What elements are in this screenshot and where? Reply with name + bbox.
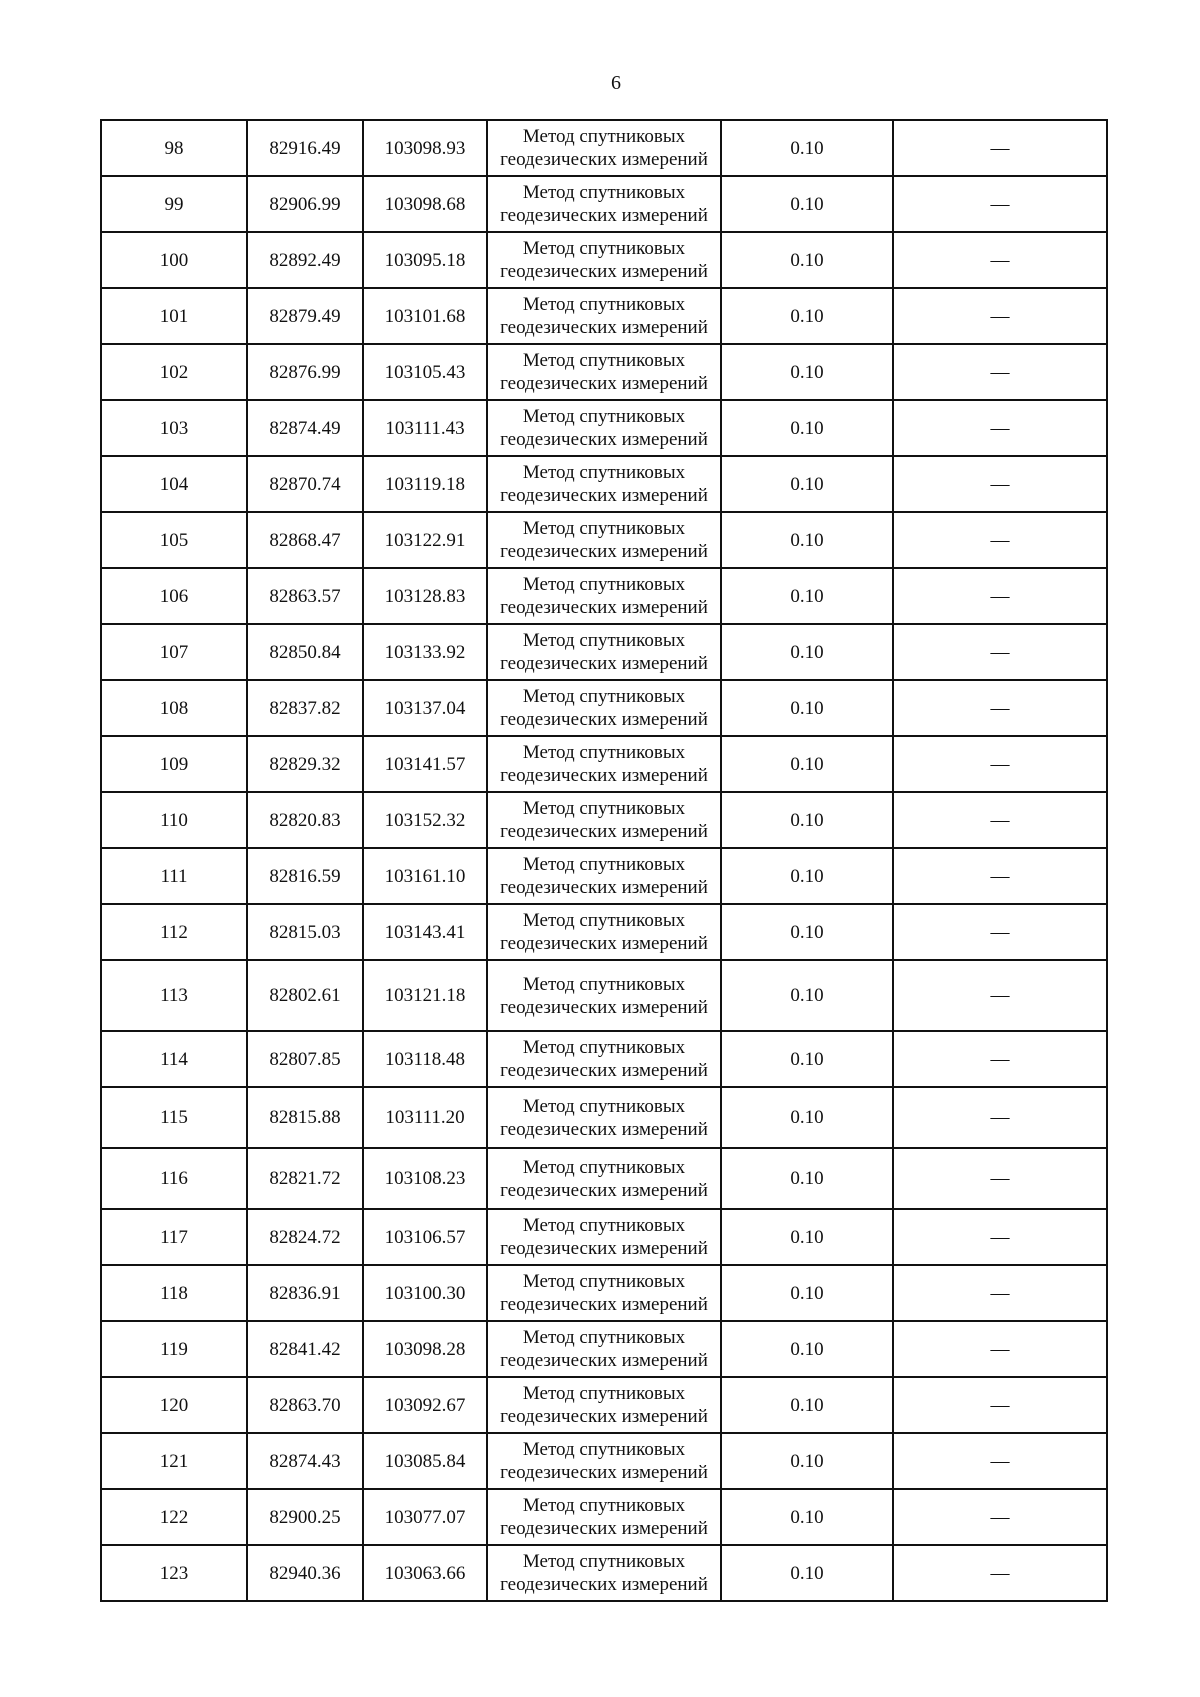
method-line-2: геодезических измерений (500, 996, 708, 1018)
method-cell (487, 792, 721, 848)
y-coordinate-cell: 103095.18 (363, 232, 487, 288)
method-line-2: геодезических измерений (500, 541, 708, 562)
method-line-1: Метод спутниковых (522, 1156, 686, 1178)
description-cell: — (893, 1209, 1107, 1265)
description-cell: — (893, 624, 1107, 680)
x-coordinate-cell: 82868.47 (247, 512, 363, 568)
point-number-cell: 102 (101, 344, 247, 400)
table-row (101, 1489, 1107, 1545)
accuracy-cell: 0.10 (721, 456, 893, 512)
method-line-1: Метод спутниковых (522, 1215, 686, 1236)
description-cell: — (893, 400, 1107, 456)
method-line-2: геодезических измерений (500, 1406, 708, 1427)
point-number-cell: 112 (101, 904, 247, 960)
y-coordinate-cell: 103141.57 (363, 736, 487, 792)
point-number-cell: 118 (101, 1265, 247, 1321)
x-coordinate-cell: 82876.99 (247, 344, 363, 400)
description-cell: — (893, 456, 1107, 512)
table-row (101, 1031, 1107, 1087)
method-line-1: Метод спутниковых (522, 1327, 686, 1348)
method-cell (487, 1377, 721, 1433)
description-cell: — (893, 1031, 1107, 1087)
x-coordinate-cell: 82829.32 (247, 736, 363, 792)
x-coordinate-cell: 82863.70 (247, 1377, 363, 1433)
point-number-cell: 123 (101, 1545, 247, 1601)
table-row (101, 1545, 1107, 1601)
method-line-1: Метод спутниковых (522, 294, 686, 315)
description-cell: — (893, 176, 1107, 232)
x-coordinate-cell: 82940.36 (247, 1545, 363, 1601)
table-row (101, 624, 1107, 680)
description-cell: — (893, 1265, 1107, 1321)
page-number: 6 (611, 72, 621, 94)
point-number-cell: 106 (101, 568, 247, 624)
description-cell: — (893, 904, 1107, 960)
description-cell: — (893, 1148, 1107, 1209)
accuracy-cell: 0.10 (721, 568, 893, 624)
y-coordinate-cell: 103133.92 (363, 624, 487, 680)
method-line-2: геодезических измерений (500, 1179, 708, 1201)
method-line-2: геодезических измерений (500, 1462, 708, 1483)
method-cell (487, 624, 721, 680)
table-row (101, 120, 1107, 176)
method-cell (487, 1321, 721, 1377)
method-line-2: геодезических измерений (500, 877, 708, 898)
method-line-1: Метод спутниковых (522, 1037, 686, 1058)
table-row (101, 1377, 1107, 1433)
accuracy-cell: 0.10 (721, 624, 893, 680)
method-line-1: Метод спутниковых (522, 462, 686, 483)
method-cell (487, 288, 721, 344)
accuracy-cell: 0.10 (721, 1321, 893, 1377)
method-line-1: Метод спутниковых (522, 1439, 686, 1460)
accuracy-cell: 0.10 (721, 1148, 893, 1209)
method-cell (487, 1031, 721, 1087)
table-row (101, 512, 1107, 568)
description-cell: — (893, 792, 1107, 848)
method-line-1: Метод спутниковых (522, 182, 686, 203)
y-coordinate-cell: 103098.68 (363, 176, 487, 232)
point-number-cell: 99 (101, 176, 247, 232)
table-row (101, 288, 1107, 344)
description-cell: — (893, 1489, 1107, 1545)
method-line-1: Метод спутниковых (522, 1551, 686, 1572)
method-cell (487, 1433, 721, 1489)
y-coordinate-cell: 103128.83 (363, 568, 487, 624)
method-line-1: Метод спутниковых (522, 1495, 686, 1516)
method-line-1: Метод спутниковых (522, 910, 686, 931)
x-coordinate-cell: 82841.42 (247, 1321, 363, 1377)
method-line-1: Метод спутниковых (522, 126, 686, 147)
accuracy-cell: 0.10 (721, 736, 893, 792)
method-cell (487, 1489, 721, 1545)
table-row (101, 736, 1107, 792)
point-number-cell: 110 (101, 792, 247, 848)
accuracy-cell: 0.10 (721, 904, 893, 960)
y-coordinate-cell: 103101.68 (363, 288, 487, 344)
method-line-2: геодезических измерений (500, 1574, 708, 1595)
x-coordinate-cell: 82837.82 (247, 680, 363, 736)
table-row (101, 344, 1107, 400)
x-coordinate-cell: 82916.49 (247, 120, 363, 176)
method-line-2: геодезических измерений (500, 765, 708, 786)
method-cell (487, 512, 721, 568)
description-cell: — (893, 232, 1107, 288)
point-number-cell: 115 (101, 1087, 247, 1148)
method-line-2: геодезических измерений (500, 1118, 708, 1140)
description-cell: — (893, 568, 1107, 624)
y-coordinate-cell: 103105.43 (363, 344, 487, 400)
point-number-cell: 113 (101, 960, 247, 1031)
method-line-1: Метод спутниковых (522, 238, 686, 259)
method-cell (487, 232, 721, 288)
y-coordinate-cell: 103118.48 (363, 1031, 487, 1087)
description-cell: — (893, 960, 1107, 1031)
point-number-cell: 117 (101, 1209, 247, 1265)
accuracy-cell: 0.10 (721, 288, 893, 344)
accuracy-cell: 0.10 (721, 1377, 893, 1433)
description-cell: — (893, 1433, 1107, 1489)
y-coordinate-cell: 103152.32 (363, 792, 487, 848)
method-line-1: Метод спутниковых (522, 1095, 686, 1117)
x-coordinate-cell: 82815.88 (247, 1087, 363, 1148)
point-number-cell: 100 (101, 232, 247, 288)
accuracy-cell: 0.10 (721, 792, 893, 848)
x-coordinate-cell: 82906.99 (247, 176, 363, 232)
point-number-cell: 107 (101, 624, 247, 680)
accuracy-cell: 0.10 (721, 1489, 893, 1545)
method-line-2: геодезических измерений (500, 821, 708, 842)
method-cell (487, 176, 721, 232)
method-line-2: геодезических измерений (500, 653, 708, 674)
method-line-2: геодезических измерений (500, 597, 708, 618)
coordinates-table (100, 119, 1108, 1602)
accuracy-cell: 0.10 (721, 400, 893, 456)
method-line-2: геодезических измерений (500, 485, 708, 506)
point-number-cell: 98 (101, 120, 247, 176)
method-cell (487, 1545, 721, 1601)
accuracy-cell: 0.10 (721, 512, 893, 568)
y-coordinate-cell: 103111.20 (363, 1087, 487, 1148)
x-coordinate-cell: 82863.57 (247, 568, 363, 624)
accuracy-cell: 0.10 (721, 848, 893, 904)
method-cell (487, 568, 721, 624)
point-number-cell: 121 (101, 1433, 247, 1489)
description-cell: — (893, 848, 1107, 904)
table-row (101, 456, 1107, 512)
point-number-cell: 101 (101, 288, 247, 344)
x-coordinate-cell: 82802.61 (247, 960, 363, 1031)
y-coordinate-cell: 103106.57 (363, 1209, 487, 1265)
table-row (101, 1209, 1107, 1265)
method-line-1: Метод спутниковых (522, 798, 686, 819)
table-row (101, 680, 1107, 736)
method-cell (487, 1209, 721, 1265)
method-line-2: геодезических измерений (500, 317, 708, 338)
table-row (101, 568, 1107, 624)
description-cell: — (893, 1545, 1107, 1601)
x-coordinate-cell: 82900.25 (247, 1489, 363, 1545)
accuracy-cell: 0.10 (721, 1209, 893, 1265)
table-row (101, 960, 1107, 1031)
x-coordinate-cell: 82850.84 (247, 624, 363, 680)
method-line-1: Метод спутниковых (522, 973, 686, 995)
point-number-cell: 122 (101, 1489, 247, 1545)
x-coordinate-cell: 82836.91 (247, 1265, 363, 1321)
method-cell (487, 344, 721, 400)
method-cell (487, 120, 721, 176)
x-coordinate-cell: 82821.72 (247, 1148, 363, 1209)
accuracy-cell: 0.10 (721, 232, 893, 288)
method-line-1: Метод спутниковых (522, 406, 686, 427)
method-line-2: геодезических измерений (500, 205, 708, 226)
y-coordinate-cell: 103121.18 (363, 960, 487, 1031)
description-cell: — (893, 288, 1107, 344)
method-cell (487, 456, 721, 512)
table-row (101, 848, 1107, 904)
description-cell: — (893, 1377, 1107, 1433)
method-line-2: геодезических измерений (500, 1518, 708, 1539)
point-number-cell: 120 (101, 1377, 247, 1433)
x-coordinate-cell: 82807.85 (247, 1031, 363, 1087)
y-coordinate-cell: 103161.10 (363, 848, 487, 904)
method-cell (487, 1265, 721, 1321)
method-line-2: геодезических измерений (500, 933, 708, 954)
accuracy-cell: 0.10 (721, 176, 893, 232)
method-line-1: Метод спутниковых (522, 518, 686, 539)
method-cell (487, 680, 721, 736)
table-row (101, 1321, 1107, 1377)
accuracy-cell: 0.10 (721, 344, 893, 400)
y-coordinate-cell: 103077.07 (363, 1489, 487, 1545)
y-coordinate-cell: 103098.28 (363, 1321, 487, 1377)
table-row (101, 792, 1107, 848)
method-line-2: геодезических измерений (500, 1294, 708, 1315)
x-coordinate-cell: 82824.72 (247, 1209, 363, 1265)
method-cell (487, 960, 721, 1031)
method-line-1: Метод спутниковых (522, 350, 686, 371)
point-number-cell: 105 (101, 512, 247, 568)
method-cell (487, 400, 721, 456)
point-number-cell: 109 (101, 736, 247, 792)
y-coordinate-cell: 103063.66 (363, 1545, 487, 1601)
description-cell: — (893, 120, 1107, 176)
description-cell: — (893, 344, 1107, 400)
method-line-2: геодезических измерений (500, 1238, 708, 1259)
y-coordinate-cell: 103085.84 (363, 1433, 487, 1489)
y-coordinate-cell: 103119.18 (363, 456, 487, 512)
method-line-2: геодезических измерений (500, 149, 708, 170)
x-coordinate-cell: 82892.49 (247, 232, 363, 288)
description-cell: — (893, 1321, 1107, 1377)
point-number-cell: 119 (101, 1321, 247, 1377)
accuracy-cell: 0.10 (721, 1087, 893, 1148)
table-row (101, 1433, 1107, 1489)
table-row (101, 1148, 1107, 1209)
method-line-2: геодезических измерений (500, 261, 708, 282)
table-row (101, 176, 1107, 232)
point-number-cell: 104 (101, 456, 247, 512)
table-row (101, 904, 1107, 960)
table-row (101, 1087, 1107, 1148)
x-coordinate-cell: 82815.03 (247, 904, 363, 960)
point-number-cell: 108 (101, 680, 247, 736)
y-coordinate-cell: 103111.43 (363, 400, 487, 456)
accuracy-cell: 0.10 (721, 120, 893, 176)
method-cell (487, 736, 721, 792)
y-coordinate-cell: 103122.91 (363, 512, 487, 568)
method-line-1: Метод спутниковых (522, 630, 686, 651)
y-coordinate-cell: 103100.30 (363, 1265, 487, 1321)
x-coordinate-cell: 82816.59 (247, 848, 363, 904)
method-line-1: Метод спутниковых (522, 1271, 686, 1292)
method-cell (487, 848, 721, 904)
method-cell (487, 1148, 721, 1209)
method-line-2: геодезических измерений (500, 429, 708, 450)
method-line-1: Метод спутниковых (522, 742, 686, 763)
description-cell: — (893, 680, 1107, 736)
accuracy-cell: 0.10 (721, 1265, 893, 1321)
accuracy-cell: 0.10 (721, 1433, 893, 1489)
table-row (101, 400, 1107, 456)
method-line-2: геодезических измерений (500, 1350, 708, 1371)
method-line-1: Метод спутниковых (522, 686, 686, 707)
y-coordinate-cell: 103137.04 (363, 680, 487, 736)
description-cell: — (893, 512, 1107, 568)
y-coordinate-cell: 103108.23 (363, 1148, 487, 1209)
method-line-2: геодезических измерений (500, 373, 708, 394)
method-line-1: Метод спутниковых (522, 1383, 686, 1404)
accuracy-cell: 0.10 (721, 1545, 893, 1601)
accuracy-cell: 0.10 (721, 960, 893, 1031)
table-row (101, 232, 1107, 288)
point-number-cell: 103 (101, 400, 247, 456)
y-coordinate-cell: 103143.41 (363, 904, 487, 960)
method-line-1: Метод спутниковых (522, 574, 686, 595)
method-line-2: геодезических измерений (500, 1060, 708, 1081)
x-coordinate-cell: 82874.43 (247, 1433, 363, 1489)
y-coordinate-cell: 103098.93 (363, 120, 487, 176)
method-cell (487, 904, 721, 960)
x-coordinate-cell: 82870.74 (247, 456, 363, 512)
description-cell: — (893, 1087, 1107, 1148)
accuracy-cell: 0.10 (721, 680, 893, 736)
point-number-cell: 116 (101, 1148, 247, 1209)
x-coordinate-cell: 82820.83 (247, 792, 363, 848)
description-cell: — (893, 736, 1107, 792)
method-line-1: Метод спутниковых (522, 854, 686, 875)
x-coordinate-cell: 82874.49 (247, 400, 363, 456)
table-row (101, 1265, 1107, 1321)
method-cell (487, 1087, 721, 1148)
method-line-2: геодезических измерений (500, 709, 708, 730)
accuracy-cell: 0.10 (721, 1031, 893, 1087)
point-number-cell: 111 (101, 848, 247, 904)
x-coordinate-cell: 82879.49 (247, 288, 363, 344)
y-coordinate-cell: 103092.67 (363, 1377, 487, 1433)
point-number-cell: 114 (101, 1031, 247, 1087)
coordinates-table-body (101, 120, 1107, 1601)
